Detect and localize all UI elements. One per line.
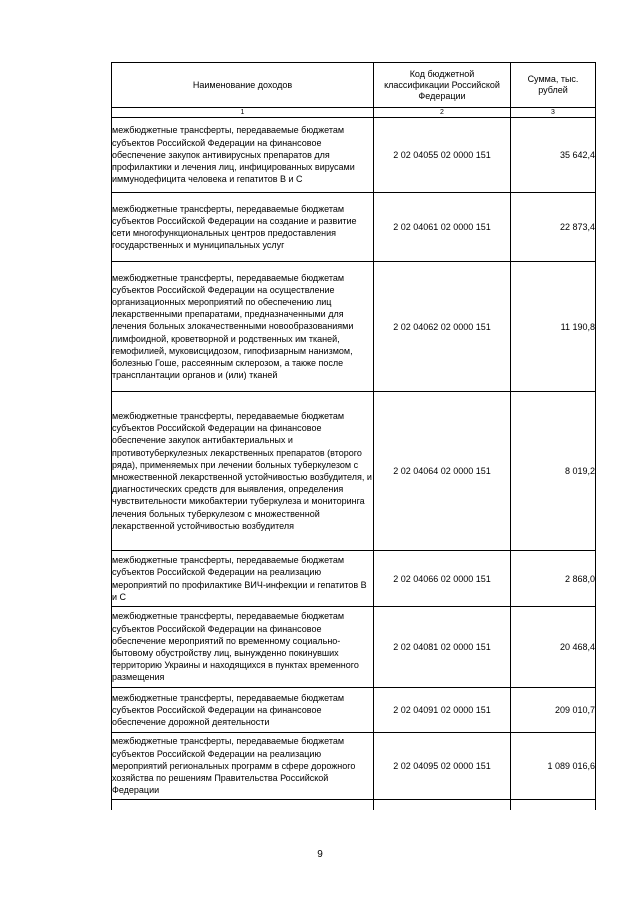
- row-name: межбюджетные трансферты, передаваемые бюджетам субъектов Российской Федерации на финансовое обеспечение закупок антивирусных препаратов для профилактики и лечения лиц, инфицированных вирусами иммунодефицита человека и гепатитов В и С: [112, 118, 374, 193]
- column-number: 1: [112, 108, 374, 118]
- row-code: 2 02 04095 02 0000 151: [374, 733, 511, 800]
- row-code: 2 02 04061 02 0000 151: [374, 193, 511, 262]
- row-code: 2 02 04055 02 0000 151: [374, 118, 511, 193]
- empty-cell: [374, 800, 511, 811]
- table-row: [112, 193, 596, 262]
- table-row: [112, 688, 596, 733]
- row-code: 2 02 04066 02 0000 151: [374, 551, 511, 607]
- table-row: [112, 392, 596, 551]
- table-row: [112, 607, 596, 688]
- empty-cell: [112, 800, 374, 811]
- empty-cell: [511, 800, 596, 811]
- row-amount: 2 868,0: [511, 551, 596, 607]
- row-code: 2 02 04081 02 0000 151: [374, 607, 511, 688]
- row-code: 2 02 04091 02 0000 151: [374, 688, 511, 733]
- row-name: межбюджетные трансферты, передаваемые бюджетам субъектов Российской Федерации на реализацию мероприятий региональных программ в сфере дорожного хозяйства по решениям Правительства Российской Федерации: [112, 733, 374, 800]
- header-code: Код бюджетной классификации Российской Федерации: [374, 63, 511, 108]
- column-number-row: [112, 108, 596, 118]
- row-amount: 209 010,7: [511, 688, 596, 733]
- page-number: 9: [317, 849, 323, 860]
- row-amount: 1 089 016,6: [511, 733, 596, 800]
- row-name: межбюджетные трансферты, передаваемые бюджетам субъектов Российской Федерации на создание и развитие сети многофункциональных центров предоставления государственных и муниципальных услуг: [112, 193, 374, 262]
- column-number: 3: [511, 108, 596, 118]
- row-name: межбюджетные трансферты, передаваемые бюджетам субъектов Российской Федерации на финансовое обеспечение дорожной деятельности: [112, 688, 374, 733]
- row-name: межбюджетные трансферты, передаваемые бюджетам субъектов Российской Федерации на осуществление организационных мероприятий по обеспечению лиц лекарственными препаратами, предназначенными для лечения больных злокачественными новообразованиями лимфоидной, кроветворной и родственных им тканей, гемофилией, муковисцидозом, гипофизарным нанизмом, болезнью Гоше, рассеянным склерозом, а также после трансплантации органов и (или) тканей: [112, 262, 374, 392]
- table-row: [112, 551, 596, 607]
- row-code: 2 02 04062 02 0000 151: [374, 262, 511, 392]
- table-header-row: [112, 63, 596, 108]
- row-name: межбюджетные трансферты, передаваемые бюджетам субъектов Российской Федерации на финансовое обеспечение закупок антибактериальных и противотуберкулезных лекарственных препаратов (второго ряда), применяемых при лечении больных туберкулезом с множественной лекарственной устойчивостью возбудителя, и диагностических средств для выявления, определения чувствительности микобактерии туберкулеза и мониторинга лечения больных туберкулезом с множественной лекарственной устойчивостью возбудителя: [112, 392, 374, 551]
- row-code: 2 02 04064 02 0000 151: [374, 392, 511, 551]
- column-number: 2: [374, 108, 511, 118]
- table-row: [112, 262, 596, 392]
- row-amount: 20 468,4: [511, 607, 596, 688]
- header-name: Наименование доходов: [112, 63, 374, 108]
- row-amount: 8 019,2: [511, 392, 596, 551]
- table-row: [112, 733, 596, 800]
- table-row: [112, 118, 596, 193]
- row-amount: 22 873,4: [511, 193, 596, 262]
- row-amount: 35 642,4: [511, 118, 596, 193]
- income-table: [111, 62, 596, 810]
- row-name: межбюджетные трансферты, передаваемые бюджетам субъектов Российской Федерации на финансовое обеспечение мероприятий по временному социально-бытовому обустройству лиц, вынужденно покинувших территорию Украины и находящихся в пунктах временного размещения: [112, 607, 374, 688]
- header-amount: Сумма, тыс. рублей: [511, 63, 596, 108]
- row-amount: 11 190,8: [511, 262, 596, 392]
- row-name: межбюджетные трансферты, передаваемые бюджетам субъектов Российской Федерации на реализацию мероприятий по профилактике ВИЧ-инфекции и гепатитов В и С: [112, 551, 374, 607]
- table-row-continuation: [112, 800, 596, 811]
